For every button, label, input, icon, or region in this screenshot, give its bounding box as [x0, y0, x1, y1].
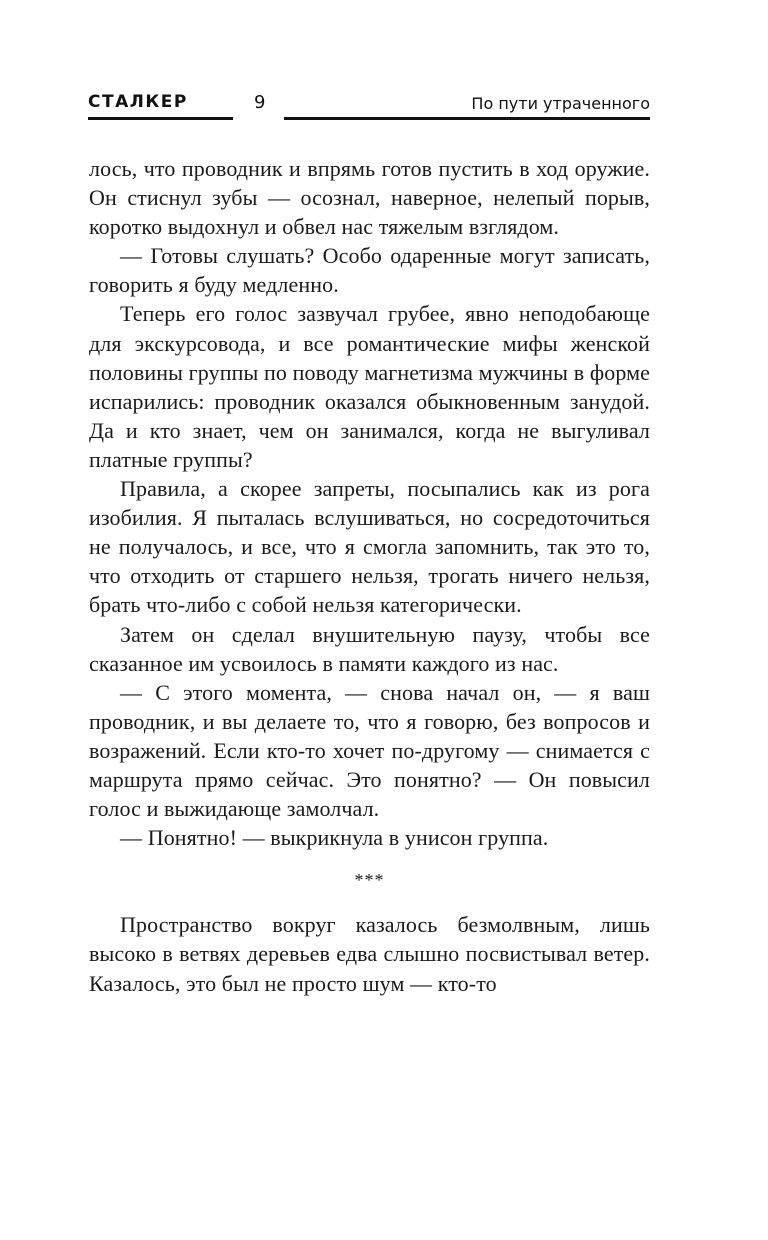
paragraph: лось, что проводник и впрямь готов пустить в ход оружие. Он стиснул зубы — осознал, наверное, нелепый порыв, коротко выдохнул и обвел нас тяжелым взглядом. [89, 156, 650, 240]
header-rule-right [284, 117, 650, 120]
series-name: СТАЛКЕР [88, 92, 188, 112]
paragraph: Пространство вокруг казалось безмолвным, лишь высоко в ветвях деревьев едва слышно посвистывал ветер. Казалось, это был не просто шум — кто-то [89, 912, 650, 996]
paragraph: — Понятно! — выкрикнула в унисон группа. [120, 825, 549, 851]
book-title: По пути утраченного [471, 94, 650, 113]
section-separator: *** [354, 870, 385, 891]
body-text [89, 154, 650, 998]
page-number: 9 [254, 92, 266, 113]
paragraph: — Готовы слушать? Особо одаренные могут записать, говорить я буду медленно. [89, 243, 650, 298]
paragraph: Правила, а скорее запреты, посыпались как из рога изобилия. Я пыталась вслушиваться, но сосредоточиться не получалось, и все, что я смогла запомнить, так это то, что отходить от старшего нельзя, трогать ничего нельзя, брать что-либо с собой нельзя категорически. [89, 476, 650, 618]
paragraph: — С этого момента, — снова начал он, — я ваш проводник, и вы делаете то, что я говорю, без вопросов и возражений. Если кто-то хочет по-другому — снимается с маршрута прямо сейчас. Это понятно? — Он повысил голос и выжидающе замолчал. [89, 679, 650, 822]
header-rule-left [88, 117, 233, 120]
paragraph: Теперь его голос зазвучал грубее, явно неподобающе для экскурсовода, и все романтические мифы женской половины группы по поводу магнетизма мужчины в форме испарились: проводник оказался обыкновенным занудой. Да и кто знает, чем он занимался, когда не выгуливал платные группы? [89, 301, 650, 472]
running-header [88, 92, 650, 122]
paragraph: Затем он сделал внушительную паузу, чтобы все сказанное им усвоилось в памяти каждого из нас. [89, 621, 650, 676]
